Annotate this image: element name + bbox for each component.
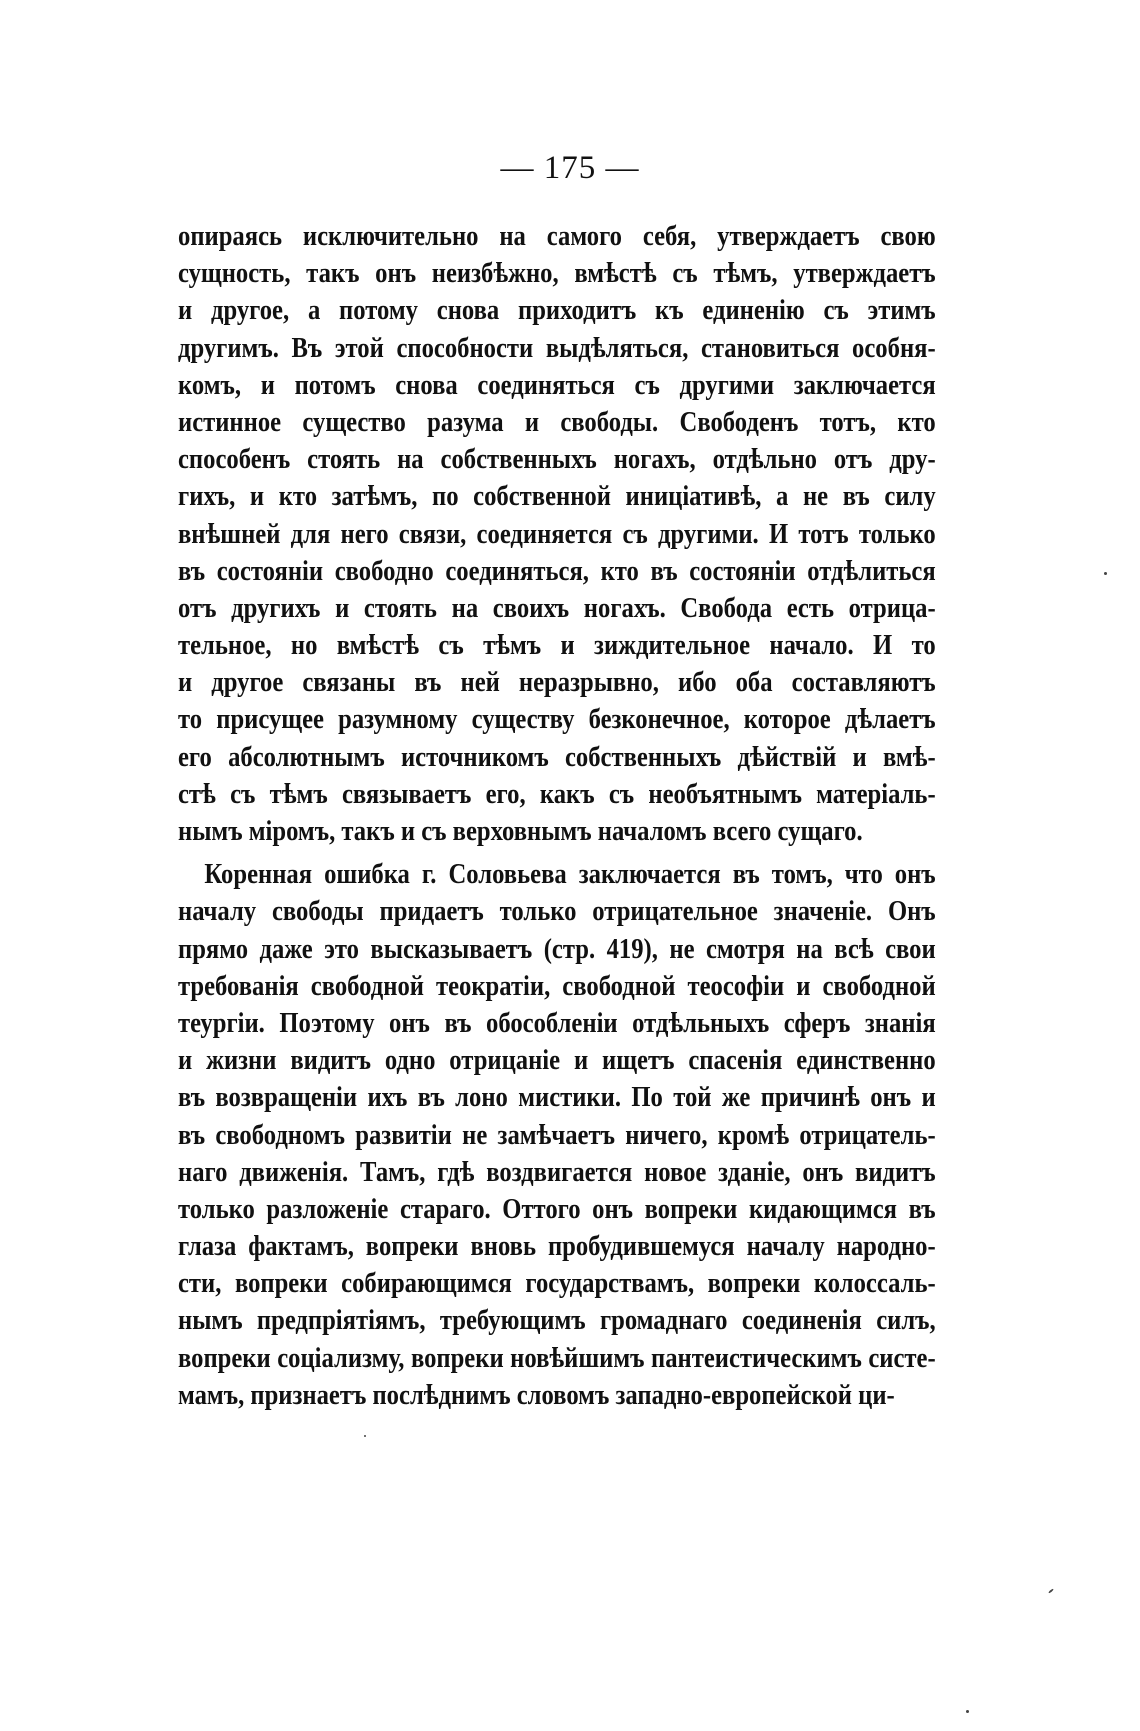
- text-line: требованія свободной теократіи, свободной теософіи и свободной: [178, 970, 936, 1002]
- text-line: комъ, и потомъ снова соединяться съ другими заключается: [178, 369, 936, 401]
- paragraph-1: [178, 218, 936, 850]
- text-line: сти, вопреки собирающимся государствамъ, вопреки колоссаль-: [178, 1268, 936, 1300]
- text-line: вопреки соціализму, вопреки новѣйшимъ пантеистическимъ систе-: [178, 1342, 936, 1374]
- paragraph-2: [178, 856, 936, 1414]
- text-line: тельное, но вмѣстѣ съ тѣмъ и зиждительное начало. И то: [178, 630, 936, 662]
- text-line: другимъ. Въ этой способности выдѣляться, становиться особня-: [178, 332, 936, 364]
- text-line: началу свободы придаетъ только отрицательное значеніе. Онъ: [178, 896, 936, 928]
- text-line: мамъ, признаетъ послѣднимъ словомъ западно-европейской ци-: [178, 1379, 895, 1411]
- text-line: стѣ съ тѣмъ связываетъ его, какъ съ необъятнымъ матеріаль-: [178, 778, 936, 810]
- text-line: гихъ, и кто затѣмъ, по собственной иниціативѣ, а не въ силу: [178, 481, 936, 513]
- text-line: отъ другихъ и стоять на своихъ ногахъ. Свобода есть отрица-: [178, 592, 936, 624]
- text-line: опираясь исключительно на самого себя, утверждаетъ свою: [178, 221, 936, 252]
- text-line: глаза фактамъ, вопреки вновь пробудившемуся началу народно-: [178, 1231, 936, 1263]
- text-line: только разложеніе стараго. Оттого онъ вопреки кидающимся въ: [178, 1193, 936, 1225]
- text-line: и другое связаны въ ней неразрывно, ибо оба составляютъ: [178, 667, 936, 699]
- text-line: сущность, такъ онъ неизбѣжно, вмѣстѣ съ тѣмъ, утверждаетъ: [178, 258, 936, 290]
- text-line: и жизни видитъ одно отрицаніе и ищетъ спасенія единственно: [178, 1045, 936, 1077]
- text-line: его абсолютнымъ источникомъ собственныхъ дѣйствій и вмѣ-: [178, 741, 936, 773]
- text-line: способенъ стоять на собственныхъ ногахъ, отдѣльно отъ дру-: [178, 444, 936, 476]
- page-number: — 175 —: [500, 150, 640, 186]
- text-line: Коренная ошибка г. Соловьева заключается въ томъ, что онъ: [204, 859, 936, 891]
- text-line: въ состояніи свободно соединяться, кто въ состояніи отдѣлиться: [178, 555, 936, 587]
- text-line: и другое, а потому снова приходитъ къ единенію съ этимъ: [178, 295, 936, 327]
- scan-speck: [966, 1710, 969, 1713]
- text-line: теургіи. Поэтому онъ въ обособленіи отдѣльныхъ сферъ знанія: [178, 1007, 936, 1039]
- text-line: въ свободномъ развитіи не замѣчаетъ ничего, кромѣ отрицатель-: [178, 1119, 936, 1151]
- text-line: наго движенія. Тамъ, гдѣ воздвигается новое зданіе, онъ видитъ: [178, 1156, 936, 1188]
- text-line: прямо даже это высказываетъ (стр. 419), не смотря на всѣ свои: [178, 933, 936, 965]
- scan-speck: [1048, 1588, 1054, 1593]
- text-line: то присущее разумному существу безконечное, которое дѣлаетъ: [178, 704, 936, 736]
- text-line: внѣшней для него связи, соединяется съ другими. И тотъ только: [178, 518, 936, 550]
- body-text: [178, 218, 936, 1414]
- text-line: въ возвращеніи ихъ въ лоно мистики. По той же причинѣ онъ и: [178, 1082, 936, 1114]
- scan-speck: [1104, 572, 1107, 575]
- text-line: истинное существо разума и свободы. Свободенъ тотъ, кто: [178, 406, 936, 438]
- text-line: нымъ предпріятіямъ, требующимъ громаднаго соединенія силъ,: [178, 1305, 936, 1337]
- text-line: нымъ міромъ, такъ и съ верховнымъ началомъ всего сущаго.: [178, 816, 863, 847]
- scan-speck: [364, 1435, 366, 1437]
